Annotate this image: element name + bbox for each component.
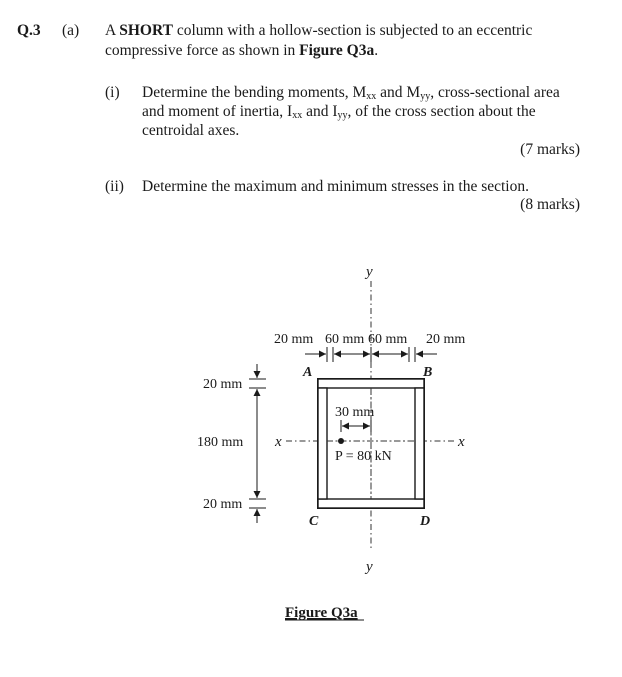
eccentricity-label: 30 mm [335,405,375,420]
question-number: Q.3 [17,22,41,39]
x-axis-label-left: x [275,434,282,450]
dim-left-height: 180 mm [197,435,244,450]
dim-top-right-half: 60 mm [368,332,408,347]
corner-label-b: B [423,365,433,380]
dim-top-right-flange: 20 mm [426,332,466,347]
dim-top-left-flange: 20 mm [274,332,314,347]
intro-line-2: compressive force as shown in Figure Q3a. [105,42,379,59]
load-label: P = 80 kN [335,449,392,464]
corner-label-a: A [303,365,313,380]
load-point [338,438,344,444]
y-axis-label-bottom: y [366,559,373,575]
bottom-flange [318,499,424,508]
figure-caption: Figure Q3a [285,605,358,621]
x-axis-label-right: x [458,434,465,450]
sub-question-i-label: (i) [105,84,120,101]
sub-question-i-line-1: Determine the bending moments, $M_{xx}$ and $M_{yy}$, cross-sectional area [142,84,560,102]
question-part-label: (a) [62,22,80,39]
intro-line-1: A SHORT column with a hollow-section is subjected to an eccentric [105,22,533,39]
sub-question-i-line-2: and moment of inertia, $I_{xx}$ and $I_{yy}$, of the cross section about the [142,103,536,121]
sub-question-ii-text: Determine the maximum and minimum stresses in the section. [142,178,529,195]
marks-ii: (8 marks) [520,196,580,213]
right-web [415,388,424,499]
sub-question-ii-label: (ii) [105,178,124,195]
dim-left-bottom-flange: 20 mm [203,497,243,512]
dim-left-top-flange: 20 mm [203,377,243,392]
y-axis-label-top: y [366,264,373,280]
marks-i: (7 marks) [520,141,580,158]
dim-top-left-half: 60 mm [325,332,365,347]
left-web [318,388,327,499]
top-flange [318,379,424,388]
sub-question-i-line-3: centroidal axes. [142,122,240,139]
corner-label-c: C [309,514,319,529]
corner-label-d: D [420,514,431,529]
